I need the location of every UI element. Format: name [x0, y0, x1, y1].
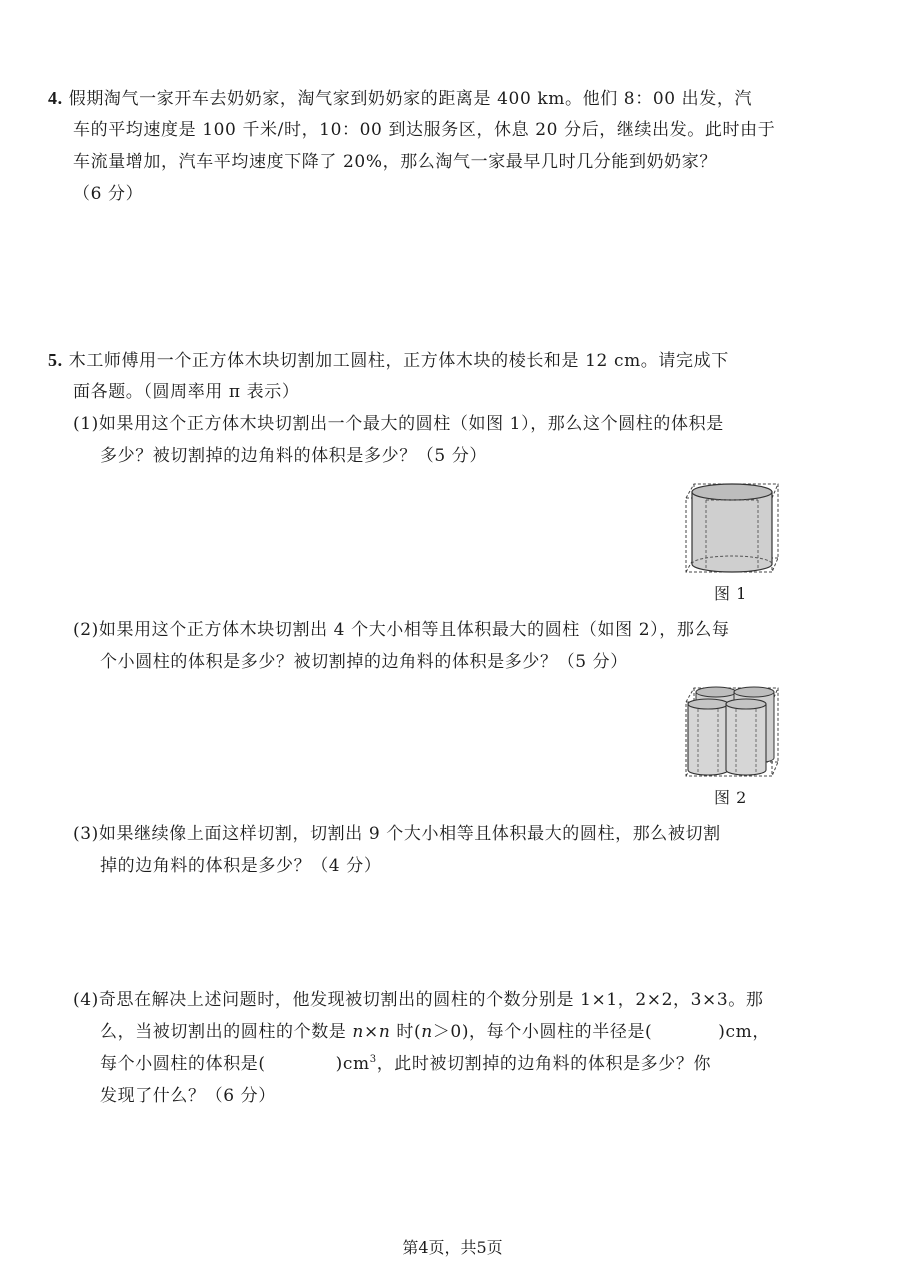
q5-p4-line3-b: )cm	[335, 1054, 370, 1074]
q5-p1-line2: 多少？被切割掉的边角料的体积是多少？（5 分）	[100, 446, 488, 466]
figure-2-four-cylinders	[680, 682, 780, 782]
q5-p3-line2: 掉的边角料的体积是多少？（4 分）	[100, 856, 382, 876]
figure-2-caption: 图 2	[714, 788, 747, 807]
q5-p4-line3	[100, 1052, 711, 1076]
q5-p2-line1: (2)如果用这个正方体木块切割出 4 个大小相等且体积最大的圆柱（如图 2），那么每	[73, 620, 730, 640]
q5-p4-line2-a: 么，当被切割出的圆柱的个数是	[100, 1022, 353, 1042]
q5-line2: 面各题。（圆周率用 π 表示）	[73, 382, 300, 402]
var-n: n	[421, 1022, 433, 1042]
q5-text-1: 木工师傅用一个正方体木块切割加工圆柱，正方体木块的棱长和是 12 cm。请完成下	[68, 351, 729, 371]
q4-line1	[48, 86, 752, 111]
q5-p4-line2	[100, 1020, 770, 1044]
q5-number: 5.	[48, 350, 63, 370]
times-sign: ×	[363, 1022, 379, 1042]
figure-1-cylinder-in-cube	[680, 478, 780, 578]
q4-line2: 车的平均速度是 100 千米/时，10：00 到达服务区，休息 20 分后，继续出发。此时由于	[73, 120, 776, 140]
q4-line3: 车流量增加，汽车平均速度下降了 20%，那么淘气一家最早几时几分能到奶奶家？	[73, 152, 717, 172]
q5-p4-line2-e: )cm，	[718, 1022, 770, 1042]
q4-text-1: 假期淘气一家开车去奶奶家，淘气家到奶奶家的距离是 400 km。他们 8：00 出发，汽	[68, 89, 753, 109]
q4-line4: （6 分）	[73, 184, 144, 204]
q5-p4-line3-a: 每个小圆柱的体积是(	[100, 1054, 266, 1074]
cubic-superscript: 3	[369, 1054, 377, 1065]
q5-line1	[48, 348, 729, 373]
var-n: n	[378, 1022, 391, 1042]
q5-p4-line2-c: 时(	[390, 1022, 422, 1042]
q5-p4-line4: 发现了什么？（6 分）	[100, 1086, 276, 1106]
q4-number: 4.	[48, 88, 63, 108]
q5-p4-line2-d: ＞0)，每个小圆柱的半径是(	[432, 1022, 653, 1042]
q5-p2-line2: 个小圆柱的体积是多少？被切割掉的边角料的体积是多少？（5 分）	[100, 652, 628, 672]
q5-p1-line1: (1)如果用这个正方体木块切割出一个最大的圆柱（如图 1），那么这个圆柱的体积是	[73, 414, 724, 434]
var-n: n	[352, 1022, 364, 1042]
q5-p4-line1: (4)奇思在解决上述问题时，他发现被切割出的圆柱的个数分别是 1×1，2×2，3×3。那	[73, 990, 764, 1010]
q5-p4-line3-c: ，此时被切割掉的边角料的体积是多少？你	[376, 1054, 712, 1074]
figure-1-caption: 图 1	[714, 584, 747, 603]
page-footer: 第4页，共5页	[402, 1238, 503, 1257]
q5-p3-line1: (3)如果继续像上面这样切割，切割出 9 个大小相等且体积最大的圆柱，那么被切割	[73, 824, 721, 844]
